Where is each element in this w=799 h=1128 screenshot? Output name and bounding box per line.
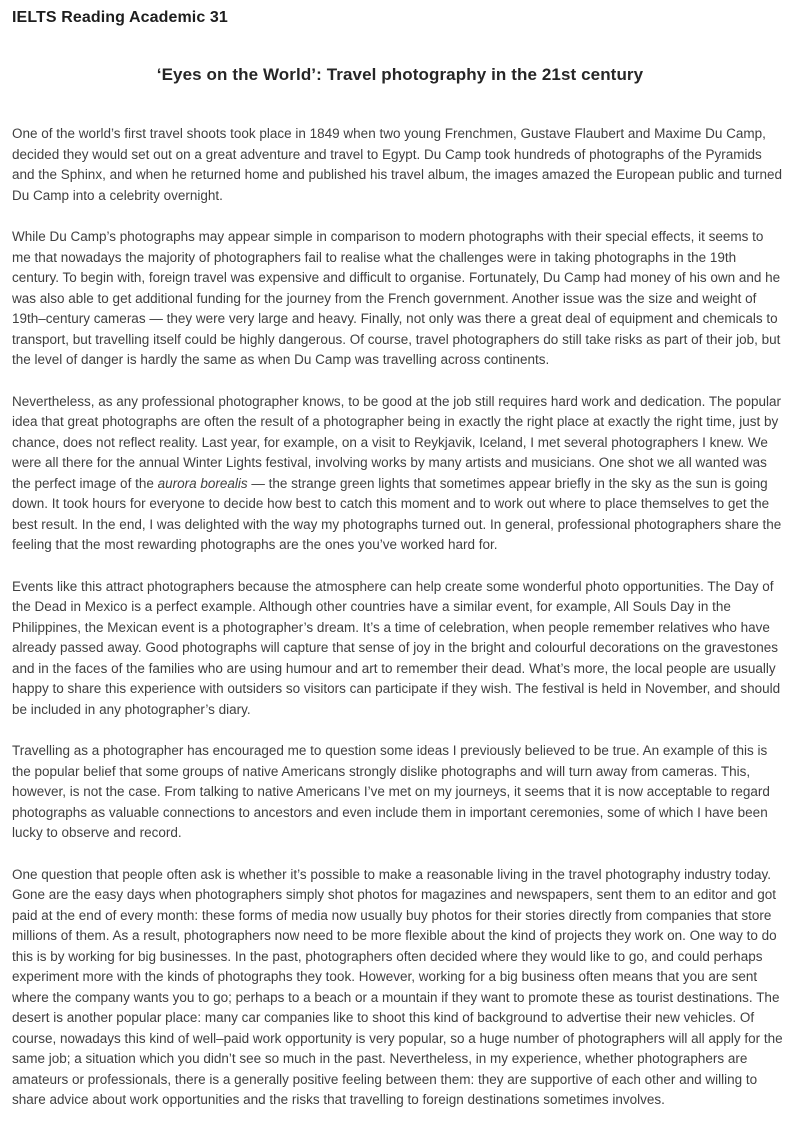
article-paragraph xyxy=(12,227,788,371)
article-paragraph xyxy=(12,392,788,556)
article-body xyxy=(12,124,788,1111)
paragraph-text: One question that people often ask is whether it’s possible to make a reasonable living in the travel photography industry today. Gone are the easy days when photographers simply shot photos for magazines and newspapers, sent them to an editor and got paid at the end of every month: these forms of media now usually buy photos for their stories directly from companies that store millions of them. As a result, photographers now need to be more flexible about the kind of projects they work on. One way to do this is by working for big businesses. In the past, photographers often decided where they would like to go, and could perhaps experiment more with the kinds of photographs they took. However, working for a big business often means that you are sent where the company wants you to go; perhaps to a beach or a mountain if they want to promote these as tourist destinations. The desert is another popular place: many car companies like to shoot this kind of background to advertise their new vehicles. Of course, nowadays this kind of well–paid work opportunity is very popular, so a huge number of photographers will all apply for the same job; a situation which you didn’t see so much in the past. Nevertheless, in my experience, whether photographers are amateurs or professionals, there is a generally positive feeling between them: they are supportive of each other and willing to share advice about work opportunities and the risks that travelling to foreign destinations sometimes involves. xyxy=(12,866,783,1107)
paragraph-text: Events like this attract photographers because the atmosphere can help create some wonderful photo opportunities. The Day of the Dead in Mexico is a perfect example. Although other countries have a similar event, for example, All Souls Day in the Philippines, the Mexican event is a photographer’s dream. It’s a time of celebration, when people remember relatives who have already passed away. Good photographs will capture that sense of joy in the bright and colourful decorations on the gravestones and in the faces of the families who are using humour and art to remember their dead. What’s more, the local people are usually happy to share this experience with outsiders so visitors can participate if they wish. The festival is held in November, and should be included in any photographer’s diary. xyxy=(12,578,781,717)
paragraph-text: Nevertheless, as any professional photographer knows, to be good at the job still requires hard work and dedication. The popular idea that great photographs are often the result of a photographer being in exactly the right place at exactly the right time, just by chance, does not reflect reality. Last year, for example, on a visit to Reykjavik, Iceland, I met several photographers I knew. We were all there for the annual Winter Lights festival, involving works by many artists and musicians. One shot we all wanted was the perfect image of the xyxy=(12,393,781,491)
italic-term: aurora borealis xyxy=(157,475,248,491)
page-header: IELTS Reading Academic 31 xyxy=(12,9,228,26)
paragraph-text: While Du Camp’s photographs may appear simple in comparison to modern photographs with their special effects, it seems to me that nowadays the majority of photographers fail to realise what the challenges were in taking photographs in the 19th century. To begin with, foreign travel was expensive and difficult to organise. Fortunately, Du Camp had money of his own and he was also able to get additional funding for the journey from the French government. Another issue was the size and weight of 19th–century cameras — they were very large and heavy. Finally, not only was there a great deal of equipment and chemicals to transport, but travelling itself could be highly dangerous. Of course, travel photographers do still take risks as part of their job, but the level of danger is hardly the same as when Du Camp was travelling across continents. xyxy=(12,229,781,367)
article-paragraph xyxy=(12,741,788,844)
paragraph-text: Travelling as a photographer has encouraged me to question some ideas I previously believed to be true. An example of this is the popular belief that some groups of native Americans strongly dislike photographs and will turn away from cameras. This, however, is not the case. From talking to native Americans I’ve met on my journeys, it seems that it is now acceptable to regard photographs as valuable connections to ancestors and even include them in important ceremonies, some of which I have been lucky to observe and record. xyxy=(12,743,770,840)
article-title: ‘Eyes on the World’: Travel photography in the 21st century xyxy=(156,65,644,84)
article-paragraph xyxy=(12,124,788,206)
paragraph-text: — the strange green lights that sometimes appear briefly in the sky as the sun is going down. It took hours for everyone to decide how best to catch this moment and to work out where to place themselves to get the best result. In the end, I was delighted with the way my photographs turned out. In general, professional photographers share the feeling that the most rewarding photographs are the ones you’ve worked hard for. xyxy=(12,475,782,552)
article-paragraph xyxy=(12,577,788,721)
paragraph-text: One of the world’s first travel shoots took place in 1849 when two young Frenchmen, Gustave Flaubert and Maxime Du Camp, decided they would set out on a great adventure and travel to Egypt. Du Camp took hundreds of photographs of the Pyramids and the Sphinx, and when he returned home and published his travel album, the images amazed the European public and turned Du Camp into a celebrity overnight. xyxy=(12,126,783,203)
article-paragraph xyxy=(12,865,788,1111)
